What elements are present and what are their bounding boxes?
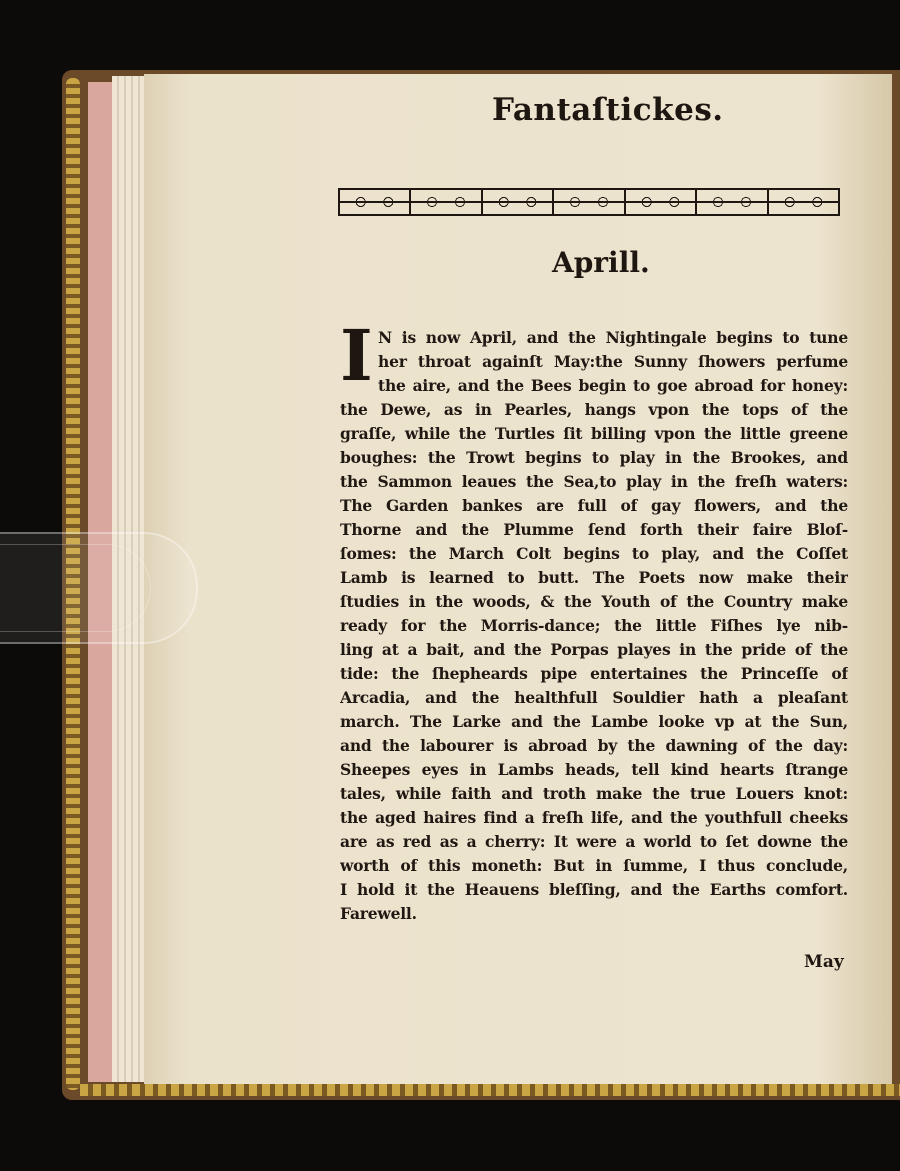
body-line: the aged haires find a freſh life, and the youthfull cheeks [340, 808, 848, 827]
ornament-cell [554, 190, 625, 214]
ornament-cell [483, 190, 554, 214]
page-clip-holder [0, 532, 198, 644]
body-line: ſtudies in the woods, & the Youth of the Country make [340, 592, 848, 611]
body-line: ling at a bait, and the Porpas playes in the pride of the [340, 640, 848, 659]
body-line: Farewell. [340, 904, 417, 923]
body-text [340, 314, 848, 926]
body-line: Lamb is learned to butt. The Poets now make their [340, 568, 848, 587]
body-line: her throat againſt May:the Sunny ſhowers perfume [378, 352, 848, 371]
ornament-cell [697, 190, 768, 214]
running-head: Fantaſtickes. [492, 92, 724, 128]
body-line: graſſe, while the Turtles ſit billing vpon the little greene [340, 424, 848, 443]
body-line: and the labourer is abroad by the dawning of the day: [340, 736, 848, 755]
body-line: N is now April, and the Nightingale begins to tune [378, 328, 848, 347]
body-line: worth of this moneth: But in ſumme, I thus conclude, [340, 856, 848, 875]
ornament-cell [769, 190, 838, 214]
ornament-cell [340, 190, 411, 214]
gilt-bottom-edge [80, 1084, 900, 1096]
body-line: the Dewe, as in Pearles, hangs vpon the tops of the [340, 400, 848, 419]
drop-cap: I [340, 314, 373, 397]
body-line: boughes: the Trowt begins to play in the Brookes, and [340, 448, 848, 467]
body-line: are as red as a cherry: It were a world to ſet downe the [340, 832, 848, 851]
body-line: ſomes: the March Colt begins to play, and the Coſſet [340, 544, 848, 563]
ornament-cell [411, 190, 482, 214]
body-line: march. The Larke and the Lambe looke vp at the Sun, [340, 712, 848, 731]
body-line: Sheepes eyes in Lambs heads, tell kind hearts ſtrange [340, 760, 848, 779]
body-line: ready for the Morris-dance; the little Fiſhes lye nib- [340, 616, 848, 635]
body-line: I hold it the Heauens bleſſing, and the Earths comfort. [340, 880, 848, 899]
body-line: Arcadia, and the healthfull Souldier hath a pleaſant [340, 688, 848, 707]
body-line: Thorne and the Plumme ſend forth their faire Bloſ- [340, 520, 848, 539]
body-line: tide: the ſhepheards pipe entertaines the Princeſſe of [340, 664, 848, 683]
section-title: Aprill. [552, 246, 650, 279]
body-line: the Sammon leaues the Sea,to play in the freſh waters: [340, 472, 848, 491]
ornament-cell [626, 190, 697, 214]
printers-ornament-band [338, 188, 840, 216]
body-line: The Garden bankes are full of gay flowers, and the [340, 496, 848, 515]
catchword: May [804, 952, 844, 972]
body-line: tales, while faith and troth make the true Louers knot: [340, 784, 848, 803]
body-line: the aire, and the Bees begin to goe abroad for honey: [378, 376, 848, 395]
